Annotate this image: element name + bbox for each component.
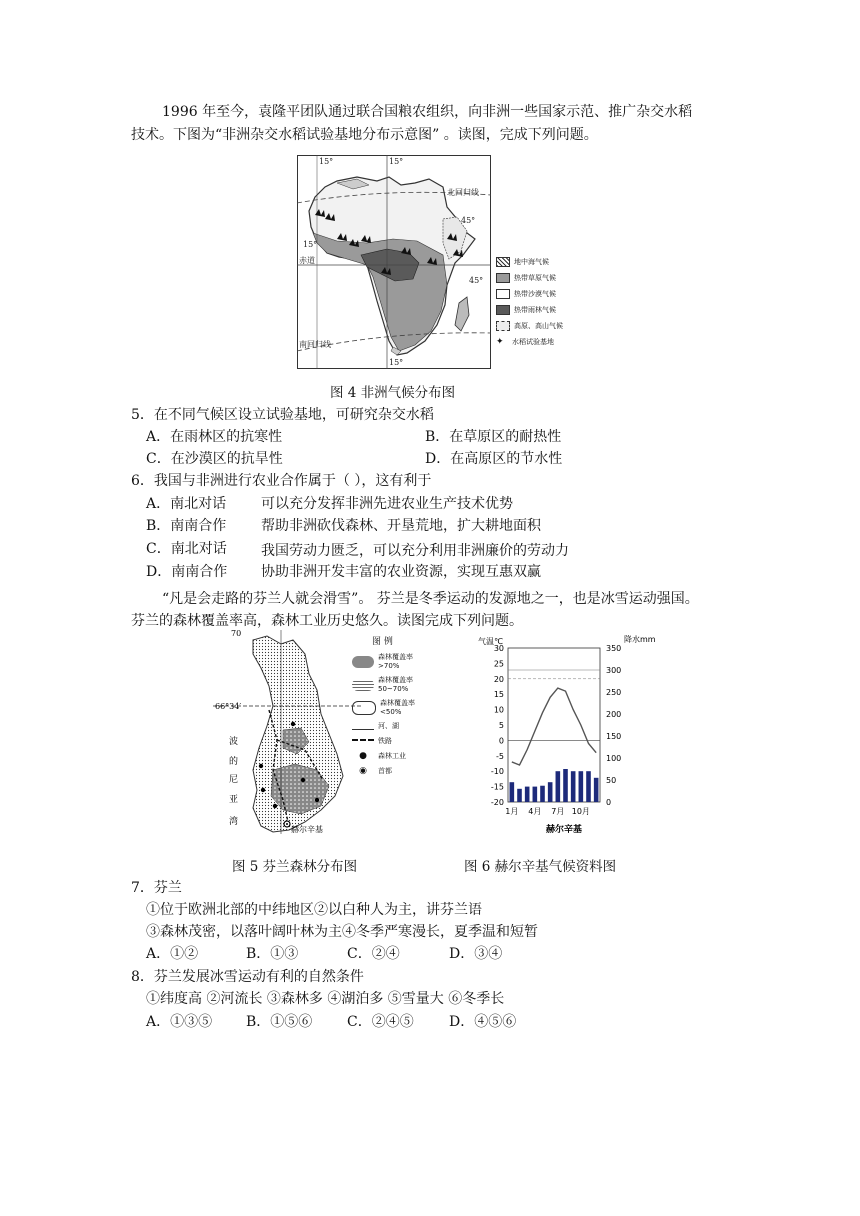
y-left-tick-label: 20 (493, 674, 504, 684)
q6-option-c-letter: C．南北对话 (146, 541, 227, 557)
fig4-legend (496, 254, 586, 350)
legend-forest-low-sub: <50% (380, 708, 402, 716)
q7-statement-1: ①位于欧洲北部的中纬地区②以白种人为主，讲芬兰语 (146, 902, 482, 918)
y-right-tick-label: 250 (606, 688, 622, 697)
q8-stem: 8．芬兰发展冰雪运动有利的自然条件 (131, 969, 364, 985)
lbl-wan: 湾 (229, 817, 239, 827)
x-tick-label: 1月 (505, 807, 519, 816)
q8-option-c: C．②④⑤ (347, 1014, 414, 1030)
lbl-15e-bottom: 15° (389, 358, 404, 367)
precip-bar (563, 769, 568, 802)
q6-option-d-text: 协助非洲开发丰富的农业资源，实现互惠双赢 (261, 564, 541, 580)
legend-industry: 森林工业 (378, 752, 406, 760)
lbl-ni: 尼 (229, 775, 239, 785)
helsinki-climate-chart (472, 634, 656, 835)
africa-climate-map (297, 155, 491, 369)
industry-icon: ● (359, 751, 367, 761)
precip-bar (586, 771, 591, 802)
q6-option-a-letter: A．南北对话 (146, 496, 227, 512)
q7-option-c: C．②④ (347, 946, 400, 962)
precip-bar (540, 786, 545, 802)
y-left-tick-label: -10 (490, 767, 504, 777)
legend-forest-mid-sub: 50~70% (378, 685, 409, 693)
y-right-tick-label: 50 (606, 776, 617, 785)
precip-bar (556, 771, 561, 802)
q6-option-a-text: 可以充分发挥非洲先进农业生产技术优势 (261, 496, 513, 512)
q6-stem: 6．我国与非洲进行农业合作属于（ ），这有利于 (131, 473, 432, 489)
legend-rainforest: 热带雨林气候 (514, 306, 556, 314)
lbl-equator: 赤道 (299, 256, 315, 265)
railway-icon (352, 739, 374, 744)
lbl-arctic-circle: 66°34′ (215, 702, 242, 711)
chart-city-label: 赫尔辛基 (546, 825, 583, 835)
q7-option-b: B．①③ (246, 946, 299, 962)
legend-swatch-savanna (496, 273, 510, 283)
legend-river: 河、湖 (378, 722, 399, 730)
y-right-title: 降水mm (624, 635, 656, 644)
lbl-15w: 15° (319, 157, 334, 166)
y-left-tick-label: -5 (496, 751, 504, 761)
q7-option-a: A．①② (146, 946, 199, 962)
legend-forest-high-sub: >70% (378, 662, 400, 670)
legend-desert: 热带沙漠气候 (514, 290, 556, 298)
y-left-tick-label: 0 (498, 736, 504, 746)
precip-bar (533, 787, 538, 802)
precip-bar (571, 771, 576, 802)
river-icon (352, 723, 374, 730)
legend-swatch-rainforest (496, 305, 510, 315)
fig6-caption: 图 6 赫尔辛基气候资料图 (464, 859, 617, 875)
q5-option-d: D．在高原区的节水性 (425, 451, 563, 467)
legend-rice-base: 水稻试验基地 (512, 338, 554, 346)
q5-stem: 5．在不同气候区设立试验基地，可研究杂交水稻 (131, 407, 434, 423)
q5-option-a: A．在雨林区的抗寒性 (146, 429, 283, 445)
capital-icon: ◉ (359, 766, 367, 776)
x-tick-label: 10月 (571, 807, 590, 816)
y-left-tick-label: 30 (493, 644, 504, 653)
lbl-de: 的 (229, 757, 239, 767)
q6-option-c-text: 我国劳动力匮乏，可以充分利用非洲廉价的劳动力 (261, 543, 569, 559)
fig5-caption: 图 5 芬兰森林分布图 (232, 859, 358, 875)
swatch-forest-low (352, 701, 376, 715)
intro1-line2: 技术。下图为“非洲杂交水稻试验基地分布示意图” 。读图，完成下列问题。 (131, 127, 598, 143)
q5-option-c: C．在沙漠区的抗旱性 (146, 451, 283, 467)
y-left-title: 气温℃ (478, 637, 503, 646)
lbl-15w-side: 15° (303, 240, 318, 249)
precip-bar (548, 782, 553, 802)
y-right-tick-label: 300 (606, 666, 622, 675)
legend-mediterranean: 地中海气候 (514, 258, 549, 266)
legend-forest-high: 森林覆盖率 (378, 653, 413, 661)
lbl-45e: 45° (469, 276, 484, 285)
lbl-helsinki: 赫尔辛基 (291, 825, 323, 834)
legend-capital: 首都 (378, 767, 392, 775)
legend-forest-low: 森林覆盖率 (380, 699, 415, 707)
q6-option-d-letter: D．南南合作 (146, 564, 228, 580)
legend-title: 图 例 (372, 637, 393, 647)
legend-railway: 铁路 (378, 737, 392, 745)
y-right-tick-label: 0 (606, 798, 612, 807)
q7-option-d: D．③④ (449, 946, 503, 962)
lbl-tropic-capricorn: 南回归线 (299, 340, 331, 349)
precip-bar (594, 778, 599, 802)
fig5-legend (352, 638, 442, 776)
lbl-45n: 45° (461, 216, 476, 225)
swatch-forest-mid (352, 679, 374, 691)
q8-statements: ①纬度高 ②河流长 ③森林多 ④湖泊多 ⑤雪量大 ⑥冬季长 (146, 991, 505, 1007)
precip-bar (579, 771, 584, 802)
q6-option-b-text: 帮助非洲砍伐森林、开垦荒地，扩大耕地面积 (261, 518, 541, 534)
legend-forest-mid: 森林覆盖率 (378, 676, 413, 684)
y-left-tick-label: 25 (493, 659, 504, 669)
x-tick-label: 4月 (528, 807, 542, 816)
y-right-tick-label: 100 (606, 754, 622, 763)
y-left-tick-label: 10 (493, 705, 504, 715)
q8-option-b: B．①⑤⑥ (246, 1014, 313, 1030)
y-right-tick-label: 200 (606, 710, 622, 719)
x-tick-label: 7月 (551, 807, 565, 816)
y-right-tick-label: 150 (606, 732, 622, 741)
y-right-tick-label: 350 (606, 644, 622, 653)
q7-stem: 7．芬兰 (131, 880, 182, 896)
intro2-line2: 芬兰的森林覆盖率高，森林工业历史悠久。读图完成下列问题。 (131, 613, 523, 629)
lbl-tropic-cancer: 北回归线 (447, 188, 479, 197)
legend-highland: 高原、高山气候 (514, 322, 563, 330)
swatch-forest-high (352, 656, 374, 668)
temperature-line (512, 688, 596, 765)
legend-swatch-mediterranean (496, 257, 510, 267)
legend-swatch-desert (496, 289, 510, 299)
y-left-tick-label: -20 (490, 798, 504, 807)
rice-icon: ✦ (496, 337, 504, 347)
precip-bar (525, 787, 530, 802)
y-left-tick-label: -15 (490, 782, 504, 792)
intro1-line1: 1996 年至今，袁隆平团队通过联合国粮农组织，向非洲一些国家示范、推广杂交水稻 (162, 104, 693, 120)
lbl-bo: 波 (229, 737, 239, 747)
precip-bar (517, 789, 522, 802)
q5-option-b: B．在草原区的耐热性 (425, 429, 562, 445)
precip-bar (510, 782, 515, 802)
q8-option-a: A．①③⑤ (146, 1014, 213, 1030)
y-left-tick-label: 15 (493, 690, 504, 700)
lbl-ya: 亚 (229, 795, 239, 805)
legend-swatch-highland (496, 321, 510, 331)
lbl-70: 70 (231, 629, 242, 638)
q8-option-d: D．④⑤⑥ (449, 1014, 517, 1030)
fig4-caption: 图 4 非洲气候分布图 (330, 385, 456, 401)
q6-option-b-letter: B．南南合作 (146, 518, 227, 534)
lbl-15e: 15° (389, 157, 404, 166)
q7-statement-2: ③森林茂密，以落叶阔叶林为主④冬季严寒漫长，夏季温和短暂 (146, 924, 538, 940)
intro2-line1: “凡是会走路的芬兰人就会滑雪”。 芬兰是冬季运动的发源地之一，也是冰雪运动强国。 (162, 591, 699, 607)
legend-savanna: 热带草原气候 (514, 274, 556, 282)
y-left-tick-label: 5 (498, 721, 504, 730)
